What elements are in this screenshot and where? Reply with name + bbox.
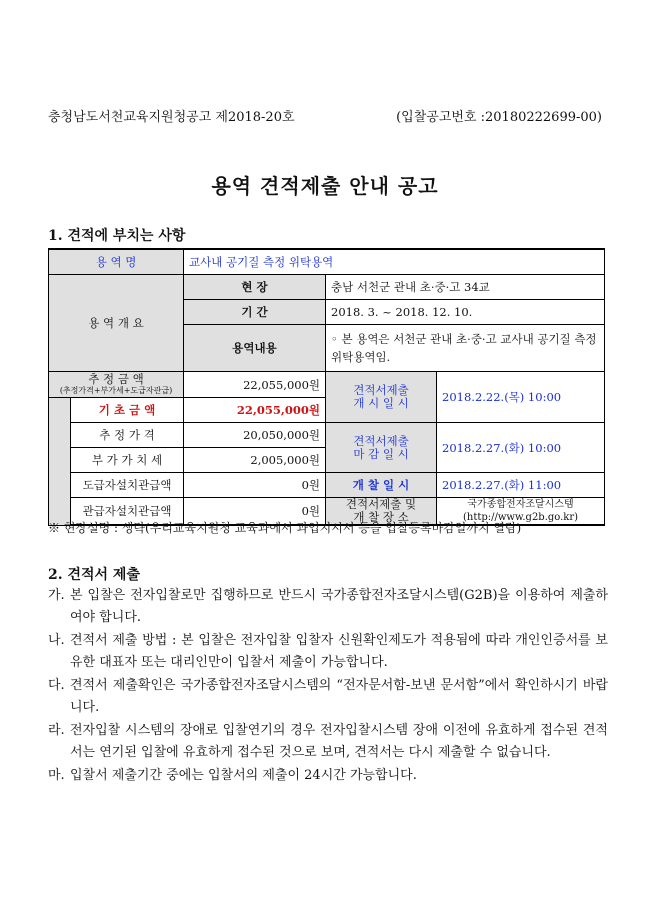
open-label-cell — [326, 372, 437, 423]
price-value: 20,050,000원 — [184, 423, 326, 448]
vat-label: 부 가 가 치 세 — [71, 448, 184, 473]
submission-list — [48, 585, 608, 789]
item-mark: 라. — [48, 723, 65, 738]
government-value: 0원 — [184, 498, 326, 526]
service-name-label: 용 역 명 — [49, 249, 184, 275]
item-text: 견적서 제출 방법 : 본 입찰은 전자입찰 입찰자 신원확인제도가 적용됨에 따라 개인인증서를 보유한 대표자 또는 대리인만이 입찰서 제출이 가능합니다. — [70, 633, 608, 670]
site-briefing-note: ※ 현장설명 : 생략(우리교육지원청 교육과에서 과업지시서 등을 입찰등록마감일까지 열람) — [48, 521, 522, 535]
open-label-1: 견적서제출 — [353, 383, 409, 397]
close-label-2: 마 감 일 시 — [353, 446, 409, 461]
site-label: 현 장 — [184, 275, 326, 300]
overview-label: 용 역 개 요 — [49, 275, 184, 372]
bid-info-table — [48, 248, 605, 526]
price-label: 추 정 가 격 — [71, 423, 184, 448]
page-title: 용역 견적제출 안내 공고 — [211, 174, 439, 198]
base-value: 22,055,000원 — [184, 398, 326, 423]
list-item — [48, 630, 608, 673]
spacer-cell — [49, 398, 71, 526]
place-value-1: 국가종합전자조달시스템 — [467, 499, 574, 510]
content-label: 용역내용 — [184, 325, 326, 372]
open-value: 2018.2.22.(목) 10:00 — [437, 372, 605, 423]
est-label: 추 정 금 액 — [88, 372, 144, 386]
place-label-1: 견적서제출 및 — [345, 497, 417, 511]
close-label-cell — [326, 423, 437, 473]
notice-number: 충청남도서천교육지원청공고 제2018-20호 — [48, 110, 295, 125]
item-mark: 가. — [48, 588, 65, 603]
item-mark: 나. — [48, 633, 65, 648]
content-value: ◦ 본 용역은 서천군 관내 초·중·고 교사내 공기질 측정 위탁용역임. — [326, 325, 605, 372]
est-label-cell — [49, 372, 184, 398]
place-label-2: 개 찰 장 소 — [353, 510, 409, 524]
period-label: 기 간 — [184, 300, 326, 325]
item-text: 전자입찰 시스템의 장애로 입찰연기의 경우 전자입찰시스템 장애 이전에 유효하게 접수된 견적서는 연기된 입찰에 유효하게 접수된 것으로 보며, 견적서는 다시 제출할 수 없습니다. — [70, 723, 608, 760]
item-mark: 다. — [48, 678, 65, 693]
list-item — [48, 585, 608, 628]
close-value: 2018.2.27.(화) 10:00 — [437, 423, 605, 473]
open-label-2: 개 시 일 시 — [353, 396, 409, 410]
place-value-2: (http://www.g2b.go.kr) — [462, 512, 579, 523]
section1-heading: 1. 견적에 부치는 사항 — [48, 228, 186, 244]
vat-value: 2,005,000원 — [184, 448, 326, 473]
contractor-label: 도급자설치관급액 — [71, 473, 184, 498]
item-text: 본 입찰은 전자입찰로만 집행하므로 반드시 국가종합전자조달시스템(G2B)을 이용하여 제출하여야 합니다. — [70, 588, 608, 625]
list-item — [48, 675, 608, 718]
service-name: 교사내 공기질 측정 위탁용역 — [184, 249, 605, 275]
item-text: 견적서 제출확인은 국가종합전자조달시스템의 “전자문서함-보낸 문서함”에서 확인하시기 바랍니다. — [70, 678, 608, 715]
list-item — [48, 720, 608, 763]
item-mark: 마. — [48, 768, 65, 783]
site-value: 충남 서천군 관내 초·중·고 34교 — [326, 275, 605, 300]
period-value: 2018. 3. ~ 2018. 12. 10. — [326, 300, 605, 325]
contractor-value: 0원 — [184, 473, 326, 498]
base-label: 기 초 금 액 — [71, 398, 184, 423]
bid-value: 2018.2.27.(화) 11:00 — [437, 473, 605, 498]
item-text: 입찰서 제출기간 중에는 입찰서의 제출이 24시간 가능합니다. — [70, 768, 417, 783]
list-item — [48, 765, 608, 787]
close-label-1: 견적서제출 — [353, 433, 409, 448]
government-label: 관급자설치관급액 — [71, 498, 184, 526]
est-sub-label: (추정가격+부가세+도급자관급) — [59, 386, 173, 395]
bid-label: 개 찰 일 시 — [326, 473, 437, 498]
bid-notice-number: (입찰공고번호 :20180222699-00) — [396, 110, 602, 125]
section2-heading: 2. 견적서 제출 — [48, 567, 140, 583]
est-value: 22,055,000원 — [184, 372, 326, 398]
